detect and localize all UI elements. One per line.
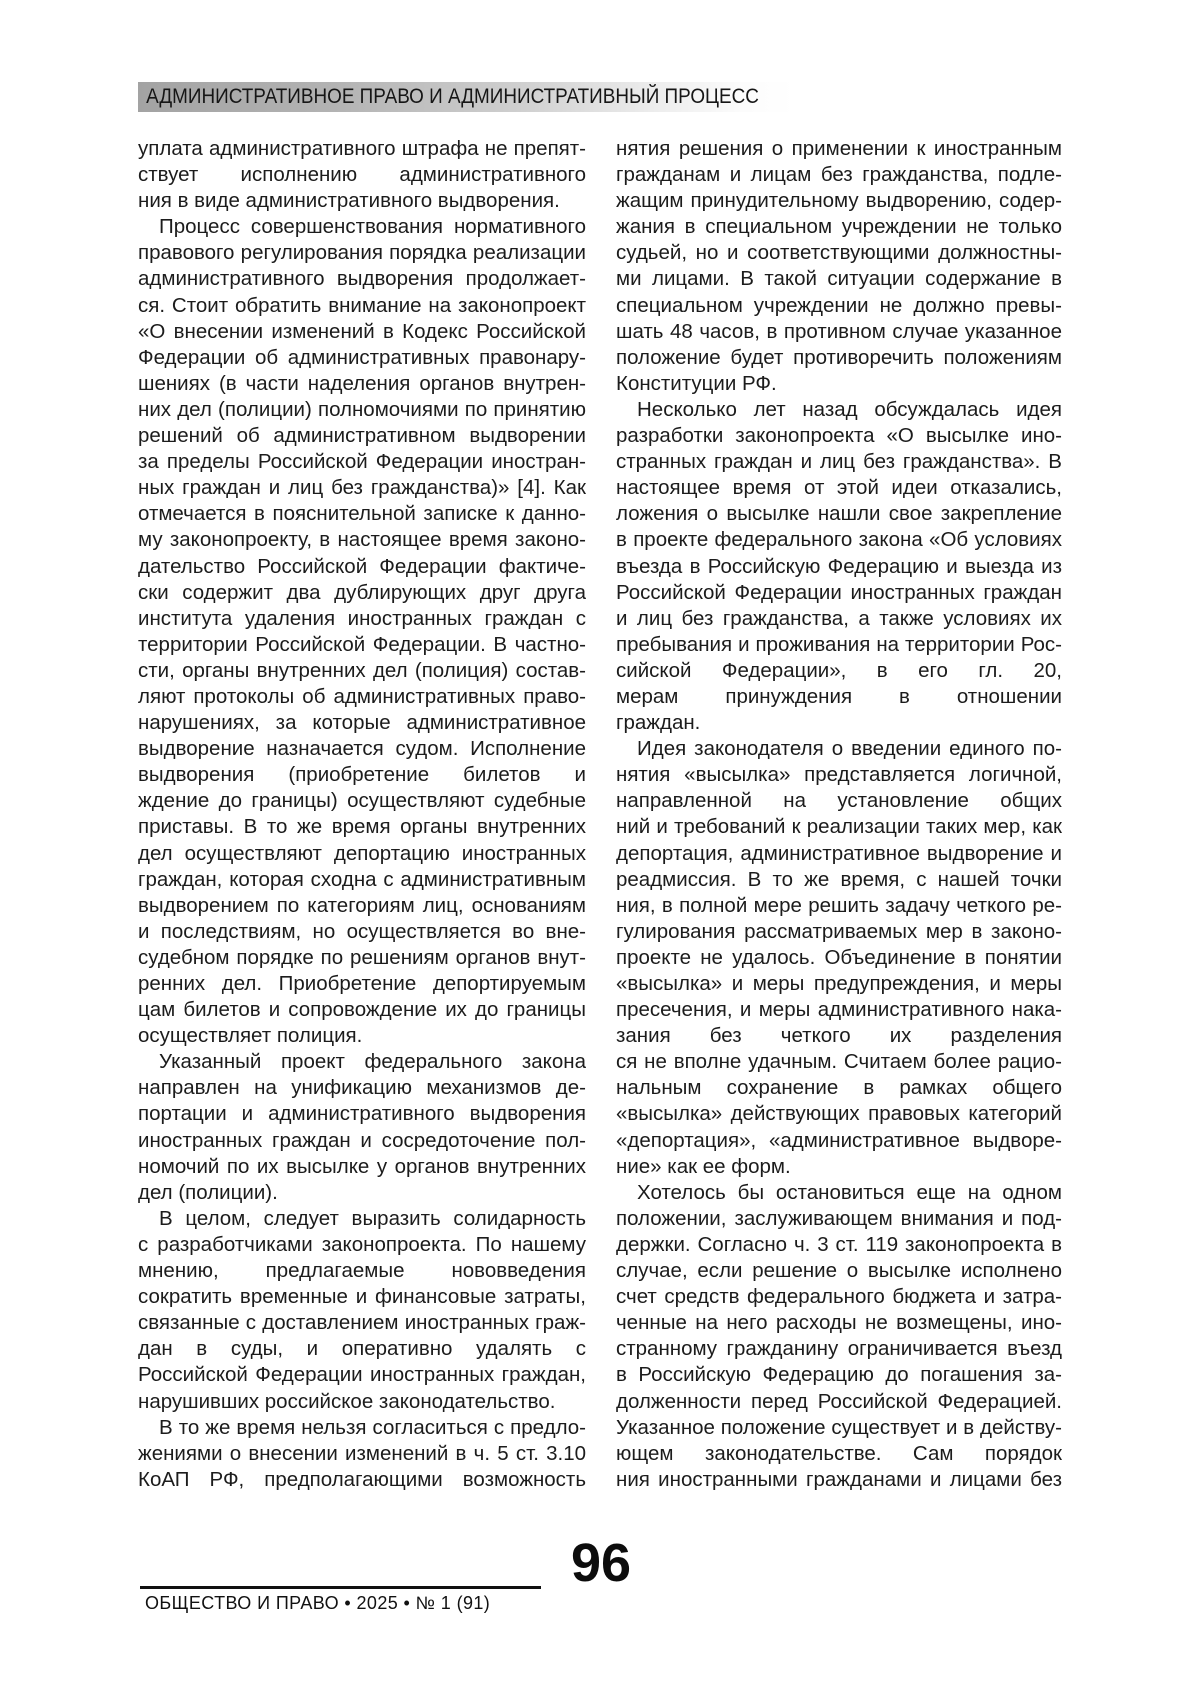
text-line: «высылка» и меры предупреждения, и меры [616,972,1062,995]
text-line: выдворением по категориям лиц, основаниям [138,893,586,917]
text-line: ния в виде административного выдворения. [138,189,560,213]
page-number: 96 [570,1533,632,1593]
text-line: иностранных граждан и сосредоточение пол- [138,1128,586,1152]
text-line: жениями о внесении изменений в ч. 5 ст. 3.10 [138,1441,586,1465]
text-line: ние» как ее форм. [616,1154,791,1178]
text-line: пребывания и проживания на территории Рос- [616,632,1062,656]
text-line: депортация, административное выдворение и [616,841,1062,865]
text-line: административного выдворения продолжает- [138,267,586,291]
text-line: ски содержит два дублирующих друг друга [138,580,586,604]
text-line: разработки законопроекта «О высылке ино- [616,424,1062,448]
text-line: Указанный проект федерального закона [159,1050,586,1074]
text-line: гражданам и лицам без гражданства, подле- [616,163,1062,187]
text-line: Идея законодателя о введении единого по- [637,737,1062,761]
text-line: сократить временные и финансовые затраты, [138,1285,586,1309]
text-line: дательство Российской Федерации фактиче- [138,554,586,578]
text-line: долженности перед Российской Федерацией. [616,1389,1062,1413]
text-column-left [138,136,586,1493]
text-line: дел (полиции). [138,1180,278,1204]
text-line: Указанное положение существует и в действу- [616,1415,1062,1439]
text-line: решений об административном выдворении [138,424,586,448]
text-line: ся не вполне удачным. Считаем более рацио- [616,1050,1062,1074]
text-line: нарушивших российское законодательство. [138,1389,556,1413]
text-line: зания без четкого их разделения [616,1024,1062,1048]
text-line: Российской Федерации иностранных граждан, [138,1363,586,1387]
text-line: жащим принудительному выдворению, содер- [616,189,1062,213]
text-line: за пределы Российской Федерации иностран- [138,450,586,474]
text-line: номочий по их высылке у органов внутренних [138,1154,586,1178]
text-line: нятия «высылка» представляется логичной, [616,763,1062,787]
text-line: института удаления иностранных граждан с [138,606,586,630]
text-line: уплата административного штрафа не препят- [138,137,586,160]
text-line: ляют протоколы об административных право- [138,684,586,708]
text-line: ных граждан и лиц без гражданства)» [4]. Как [138,476,586,500]
text-line: реадмиссия. В то же время, с нашей точки [616,867,1062,891]
text-line: КоАП РФ, предполагающими возможность [138,1467,586,1491]
text-line: гулирования рассматриваемых мер в законо- [616,919,1062,943]
text-line: портации и административного выдворения [138,1102,586,1126]
text-line: отмечается в пояснительной записке к данно- [138,502,586,526]
text-line: настоящее время от этой идеи отказались, [616,476,1062,500]
section-title: АДМИНИСТРАТИВНОЕ ПРАВО И АДМИНИСТРАТИВНЫЙ ПРОЦЕСС [146,85,759,108]
text-line: в Российскую Федерацию до погашения за- [616,1363,1062,1387]
text-line: направлен на унификацию механизмов де- [138,1076,586,1100]
text-line: нарушениях, за которые административное [138,711,586,735]
text-line: положение будет противоречить положениям [616,345,1062,369]
text-line: шать 48 часов, в противном случае указанное [616,319,1062,343]
text-line: ющем законодательстве. Сам порядок [616,1441,1062,1465]
text-line: цам билетов и сопровождение их до границы [138,998,586,1022]
text-line: специальном учреждении не должно превы- [616,293,1062,317]
text-line: с разработчиками законопроекта. По нашему [138,1232,586,1256]
text-line: «О внесении изменений в Кодекс Российской [138,319,586,343]
text-line: приставы. В то же время органы внутренних [138,815,586,839]
text-line: му законопроекту, в настоящее время законо- [138,528,586,552]
text-line: и последствиям, но осуществляется во вне- [138,919,586,943]
text-line: выдворение назначается судом. Исполнение [138,737,586,761]
text-line: «депортация», «административное выдворе- [616,1128,1062,1152]
text-line: ренних дел. Приобретение депортируемым [138,972,586,995]
text-line: в проекте федерального закона «Об условиях [616,528,1062,552]
text-line: территории Российской Федерации. В частно- [138,632,586,656]
text-line: выдворения (приобретение билетов и [138,763,586,787]
text-line: Процесс совершенствования нормативного [159,215,586,239]
text-line: судебном порядке по решениям органов внут- [138,945,586,969]
text-line: ждение до границы) осуществляют судебные [138,789,586,813]
text-line: осуществляет полиция. [138,1024,363,1048]
journal-footer: ОБЩЕСТВО И ПРАВО • 2025 • № 1 (91) [145,1593,491,1613]
text-line: В целом, следует выразить солидарность [159,1206,586,1230]
text-line: ния, в полной мере решить задачу четкого ре- [616,893,1062,917]
text-line: ся. Стоит обратить внимание на законопроект [138,293,586,317]
text-line: граждан. [616,711,701,735]
text-line: нятия решения о применении к иностранным [616,137,1062,160]
text-line: правового регулирования порядка реализации [138,241,586,265]
text-line: Хотелось бы остановиться еще на одном [637,1180,1062,1204]
text-line: пресечения, и меры административного нака- [616,998,1062,1022]
text-line: ми лицами. В такой ситуации содержание в [616,267,1062,291]
text-line: положении, заслуживающем внимания и под- [616,1206,1062,1230]
text-line: направленной на установление общих [616,789,1062,813]
text-line: дел осуществляют депортацию иностранных [138,841,586,865]
text-line: связанные с доставлением иностранных граж- [138,1311,586,1335]
text-line: странному гражданину ограничивается въезд [616,1337,1062,1361]
text-line: въезда в Российскую Федерацию и выезда из [616,554,1062,578]
text-line: ний и требований к реализации таких мер, как [616,815,1062,839]
text-line: дан в суды, и оперативно удалять с [138,1337,586,1361]
text-line: ния иностранными гражданами и лицами без [616,1467,1062,1491]
text-line: жания в специальном учреждении не только [616,215,1062,239]
text-line: В то же время нельзя согласиться с предло- [159,1415,586,1439]
text-line: мнению, предлагаемые нововведения [138,1259,586,1283]
text-line: Конституции РФ. [616,371,777,395]
text-line: Российской Федерации иностранных граждан [616,580,1062,604]
text-line: странных граждан и лиц без гражданства». В [616,450,1062,474]
text-line: Несколько лет назад обсуждалась идея [637,397,1062,421]
text-line: нальным сохранение в рамках общего [616,1076,1062,1100]
text-line: проекте не удалось. Объединение в понятии [616,945,1062,969]
text-column-right [616,136,1062,1493]
text-line: ложения о высылке нашли свое закрепление [616,502,1062,526]
text-line: Федерации об административных правонару- [138,345,586,369]
text-line: и лиц без гражданства, а также условиях их [616,606,1062,630]
text-line: сти, органы внутренних дел (полиция) состав- [138,658,586,682]
text-line: ченные на него расходы не возмещены, ино- [616,1311,1062,1335]
text-line: мерам принуждения в отношении [616,684,1062,708]
text-line: «высылка» действующих правовых категорий [616,1102,1062,1126]
text-line: случае, если решение о высылке исполнено [616,1259,1062,1283]
section-header-bar [138,82,795,112]
text-line: шениях (в части наделения органов внутрен- [138,371,586,395]
footer-rule [140,1586,541,1589]
text-line: них дел (полиции) полномочиями по принятию [138,397,586,421]
text-line: граждан, которая сходна с административным [138,867,586,891]
text-line: судьей, но и соответствующими должностны- [616,241,1062,265]
text-line: сийской Федерации», в его гл. 20, [616,658,1062,682]
text-line: счет средств федерального бюджета и затра- [616,1285,1062,1309]
text-line: держки. Согласно ч. 3 ст. 119 законопроекта в [616,1232,1062,1256]
text-line: ствует исполнению административного [138,163,586,187]
